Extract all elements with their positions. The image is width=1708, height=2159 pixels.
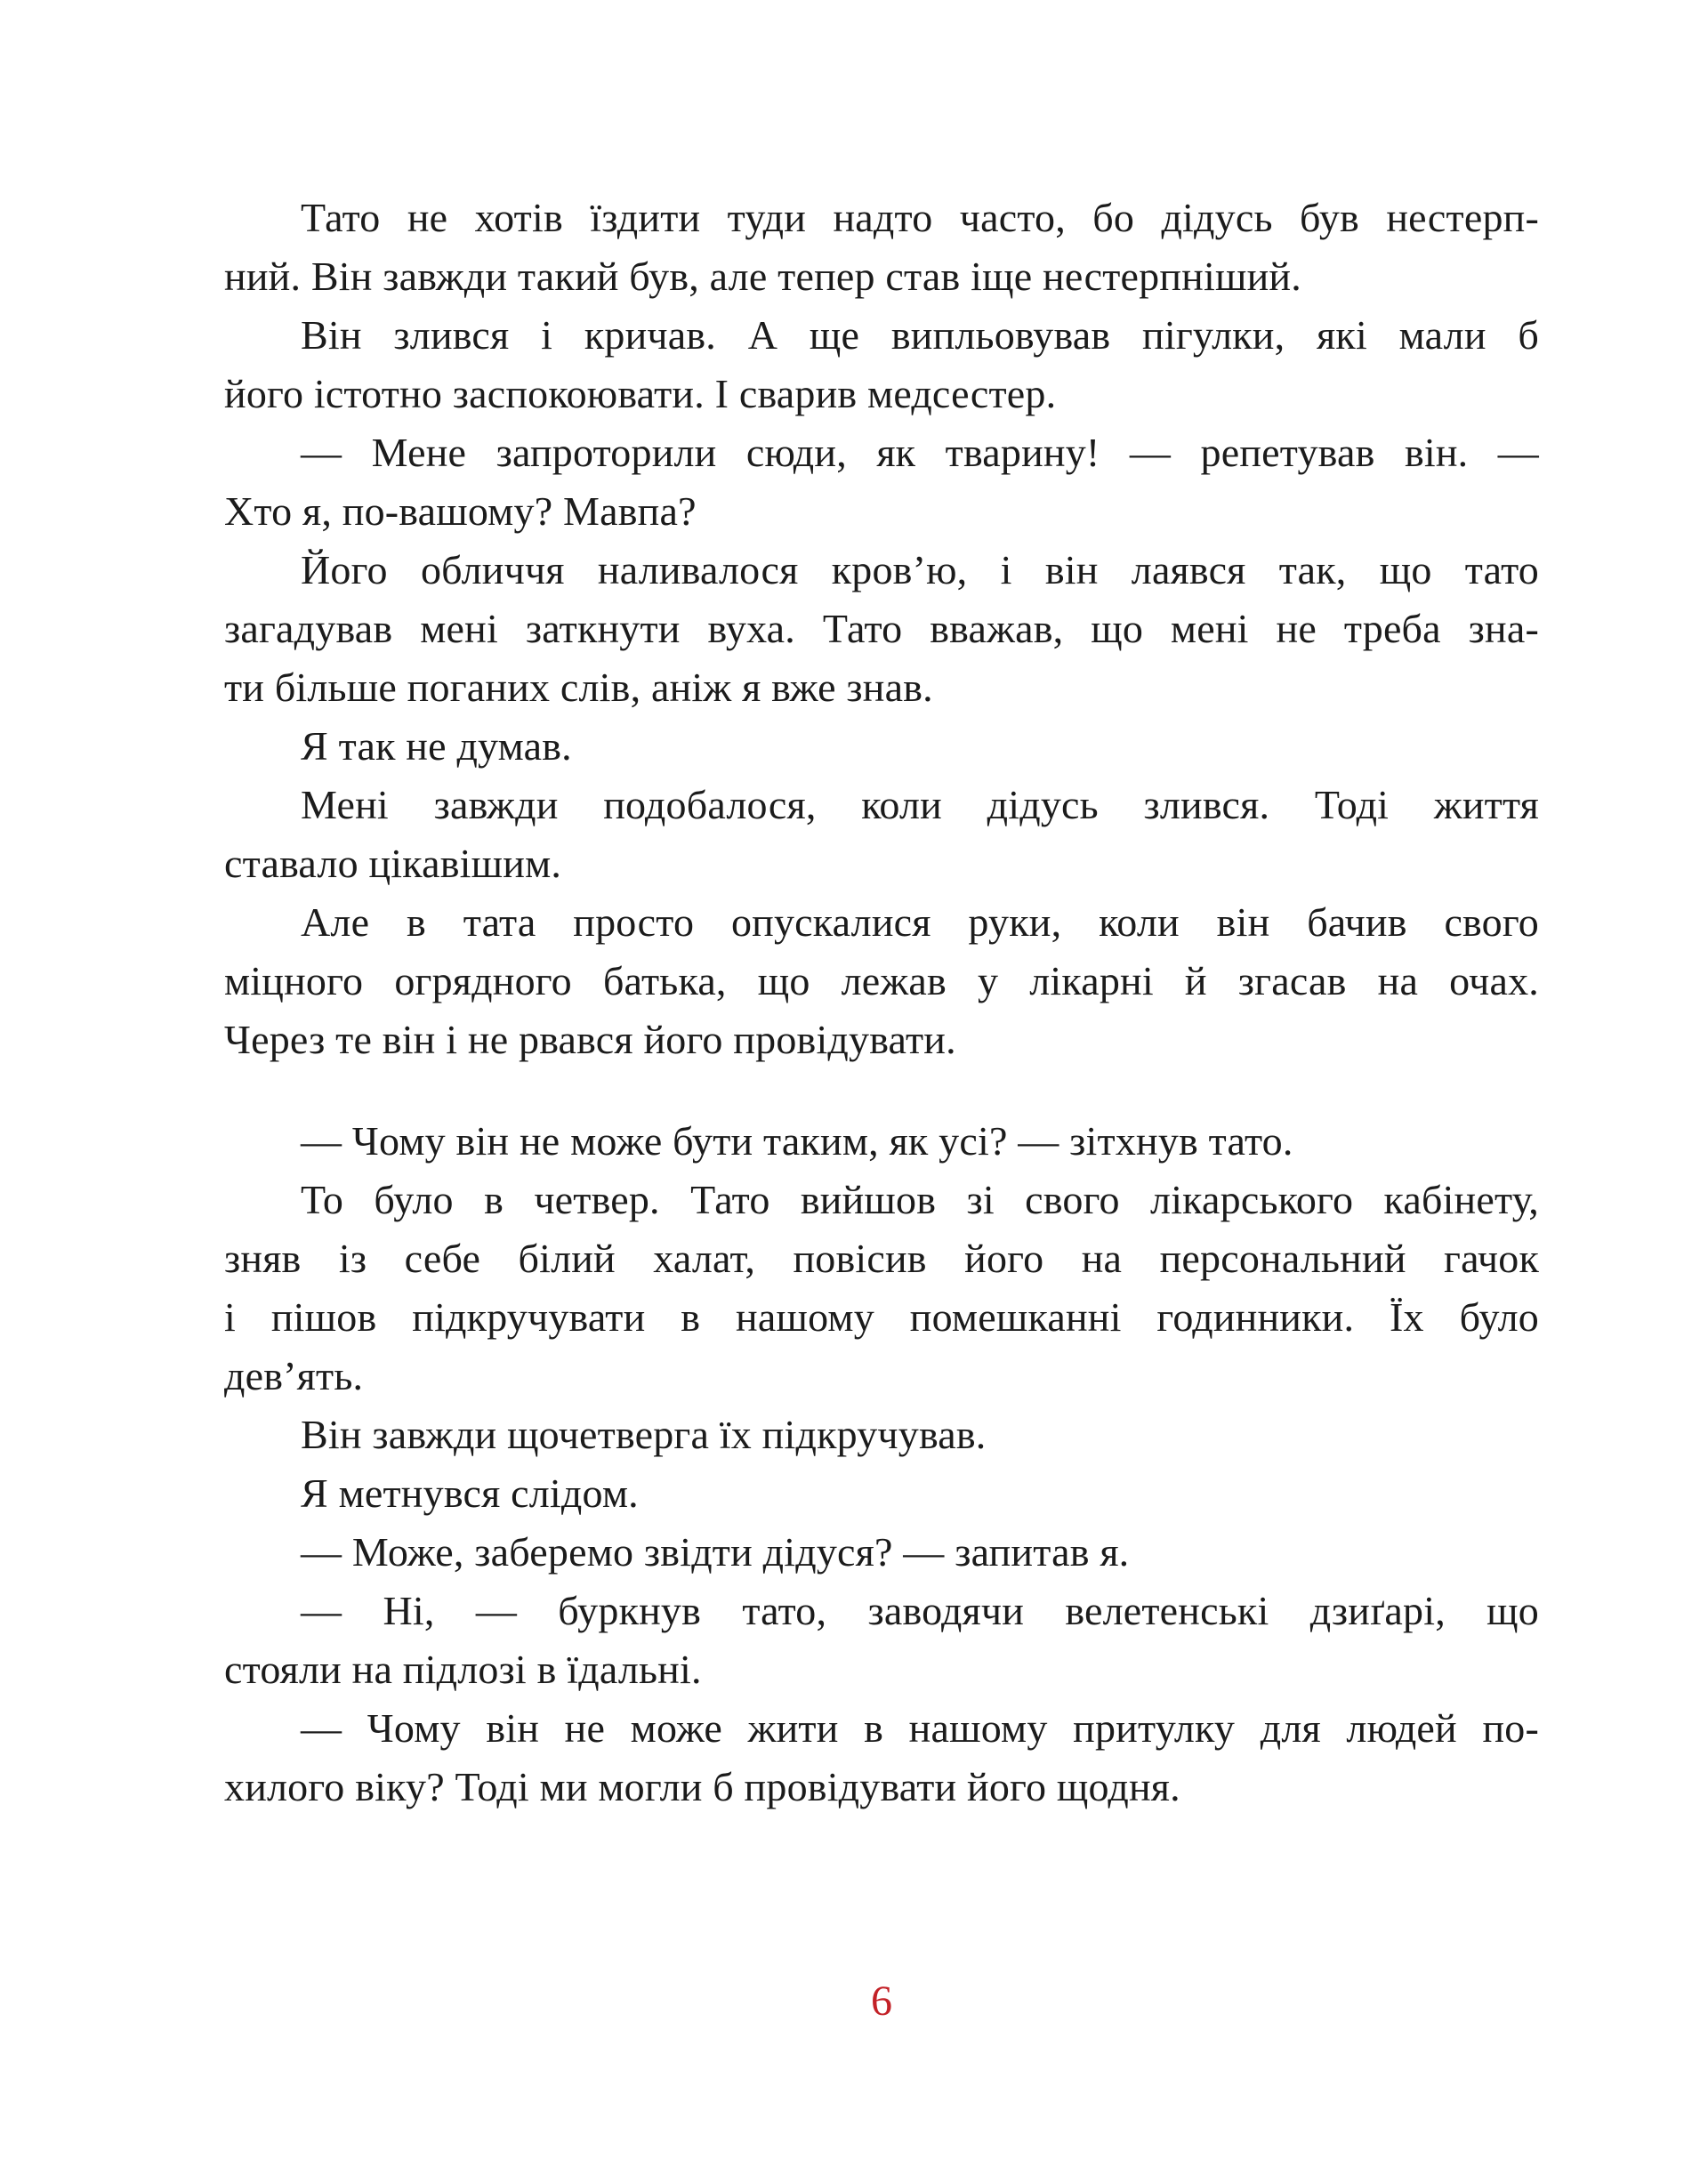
page-number: 6 [871, 1978, 892, 2025]
text-line: його істотно заспокоювати. І сварив медсестер. [224, 371, 1057, 416]
text-line: ти більше поганих слів, аніж я вже знав. [224, 665, 933, 710]
text-line: Мені завжди подобалося, коли дідусь злився. Тоді життя [301, 782, 1539, 827]
text-block [224, 189, 1539, 1817]
text-line: загадував мені заткнути вуха. Тато вважав, що мені не треба зна- [224, 606, 1539, 651]
text-line: — Мене запроторили сюди, як тварину! — репетував він. — [301, 430, 1539, 475]
text-line: — Ні, — буркнув тато, заводячи велетенські дзиґарі, що [301, 1588, 1539, 1633]
text-line: міцного огрядного батька, що лежав у лікарні й згасав на очах. [224, 958, 1539, 1003]
text-line: Його обличчя наливалося кров’ю, і він лаявся так, що тато [301, 547, 1539, 592]
text-line: зняв із себе білий халат, повісив його на персональний гачок [224, 1236, 1539, 1281]
text-line: Він злився і кричав. А ще випльовував пігулки, які мали б [301, 312, 1539, 358]
text-line: То було в четвер. Тато вийшов зі свого лікарського кабінету, [301, 1177, 1539, 1222]
text-line: — Чому він не може бути таким, як усі? — зітхнув тато. [301, 1118, 1293, 1164]
text-line: — Чому він не може жити в нашому притулку для людей по- [301, 1705, 1539, 1751]
text-line: Тато не хотів їздити туди надто часто, бо дідусь був нестерп- [301, 195, 1539, 240]
text-line: Хто я, по-вашому? Мавпа? [224, 488, 697, 534]
text-line: ставало цікавішим. [224, 841, 562, 886]
text-line: дев’ять. [224, 1353, 364, 1398]
text-line: і пішов підкручувати в нашому помешканні годинники. Їх було [224, 1294, 1539, 1340]
text-line: Я метнувся слідом. [301, 1470, 639, 1516]
text-line: Я так не думав. [301, 723, 572, 769]
text-line: Він завжди щочетверга їх підкручував. [301, 1412, 987, 1457]
text-line: хилого віку? Тоді ми могли б провідувати його щодня. [224, 1764, 1180, 1809]
text-line: Через те він і не рвався його провідувати. [224, 1017, 956, 1062]
section-break [224, 1069, 1539, 1112]
text-line: ний. Він завжди такий був, але тепер став іще нестерпніший. [224, 254, 1301, 299]
text-line: — Може, заберемо звідти дідуся? — запитав я. [301, 1529, 1130, 1575]
text-line: стояли на підлозі в їдальні. [224, 1647, 702, 1692]
text-line: Але в тата просто опускалися руки, коли він бачив свого [301, 899, 1539, 945]
